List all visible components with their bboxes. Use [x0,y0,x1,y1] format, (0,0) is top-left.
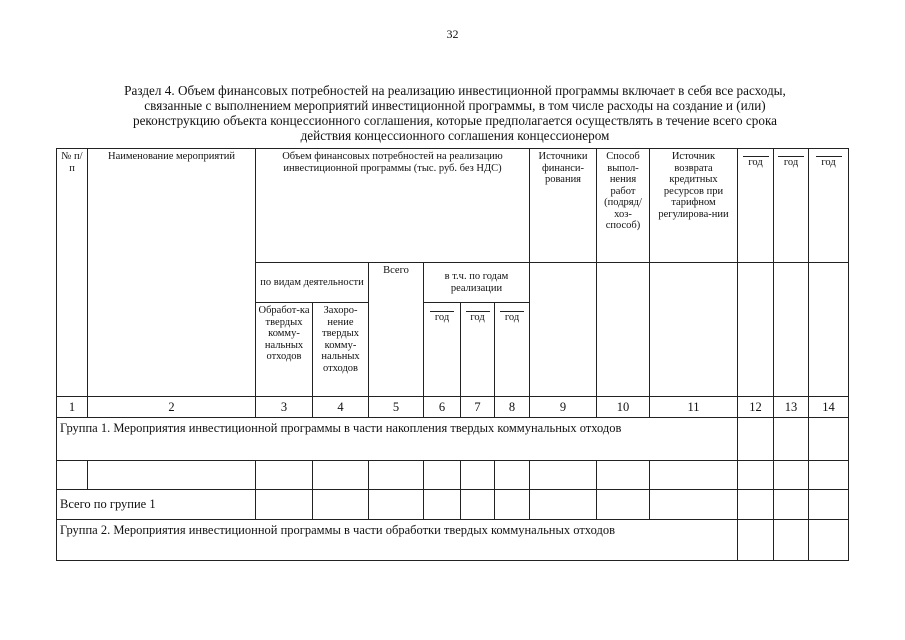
col-header-num: № п/п [57,149,88,397]
section-heading [60,83,850,143]
empty-cell [597,263,650,397]
year-label: год [434,312,450,323]
year-label: год [821,157,836,168]
column-number: 14 [809,397,849,418]
column-number: 2 [88,397,256,418]
col-header-method: Способ выпол-нения работ (подряд/ хоз-способ) [597,149,650,263]
empty-cell [809,263,849,397]
empty-cell [809,490,849,520]
col-header-year-6 [424,303,461,397]
column-numbers-row [57,397,849,418]
empty-cell [57,461,88,490]
empty-cell [530,263,597,397]
col-header-by-years: в т.ч. по годам реализации [424,263,530,303]
empty-cell [774,263,809,397]
empty-cell [256,461,313,490]
empty-cell [495,490,530,520]
heading-line-2: связанные с выполнением мероприятий инвестиционной программы, в том числе расходы на создание и (или) [144,98,766,113]
column-number: 3 [256,397,313,418]
col-header-name: Наименование мероприятий [88,149,256,397]
heading-line-1: Раздел 4. Объем финансовых потребностей на реализацию инвестиционной программы включает в себя все расходы, [124,83,786,98]
col-header-year-12 [738,149,774,263]
heading-line-3: реконструкцию объекта концессионного соглашения, которые предполагается осуществлять в течение всего срока [132,113,778,128]
column-number: 7 [461,397,495,418]
table-row [57,461,849,490]
empty-cell [774,490,809,520]
group-1-row [57,418,849,461]
group-1-total-label: Всего по групие 1 [57,490,256,520]
financial-needs-table [56,148,849,561]
column-number: 13 [774,397,809,418]
empty-cell [313,490,369,520]
empty-cell [424,490,461,520]
group-2-row [57,520,849,561]
empty-cell [88,461,256,490]
column-number: 8 [495,397,530,418]
col-header-sources: Источники финанси-рования [530,149,597,263]
column-number: 6 [424,397,461,418]
empty-cell [597,490,650,520]
col-header-year-8 [495,303,530,397]
empty-cell [738,418,774,461]
column-number: 4 [313,397,369,418]
empty-cell [461,461,495,490]
col-header-return-source: Источник возврата кредитных ресурсов при тарифном регулирова-нии [650,149,738,263]
heading-line-4: действия концессионного соглашения концессионером [300,128,610,143]
empty-cell [738,263,774,397]
empty-cell [650,490,738,520]
empty-cell [738,490,774,520]
empty-cell [424,461,461,490]
col-header-year-14 [809,149,849,263]
empty-cell [738,520,774,561]
empty-cell [774,418,809,461]
empty-cell [809,461,849,490]
col-header-by-activity: по видам деятельности [256,263,369,303]
column-number: 5 [369,397,424,418]
empty-cell [530,461,597,490]
empty-cell [461,490,495,520]
empty-cell [495,461,530,490]
group-1-total-row [57,490,849,520]
empty-cell [809,520,849,561]
group-2-title: Группа 2. Мероприятия инвестиционной программы в части обработки твердых коммунальных отходов [57,520,738,561]
page-number: 32 [446,27,459,41]
column-number: 1 [57,397,88,418]
empty-cell [369,490,424,520]
empty-cell [650,461,738,490]
col-header-burial: Захоро-нение твердых комму-нальных отходов [313,303,369,397]
empty-cell [369,461,424,490]
column-number: 12 [738,397,774,418]
empty-cell [256,490,313,520]
group-1-title: Группа 1. Мероприятия инвестиционной программы в части накопления твердых коммунальных отходов [57,418,738,461]
empty-cell [313,461,369,490]
empty-cell [809,418,849,461]
header-row-1 [57,149,849,263]
year-label: год [470,312,485,323]
empty-cell [650,263,738,397]
col-header-total: Всего [369,263,424,397]
col-header-volume: Объем финансовых потребностей на реализацию инвестиционной программы (тыс. руб. без НДС) [256,149,530,263]
col-header-processing: Обработ-ка твердых комму-нальных отходов [256,303,313,397]
col-header-year-13 [774,149,809,263]
empty-cell [774,520,809,561]
empty-cell [774,461,809,490]
year-label: год [504,312,520,323]
empty-cell [597,461,650,490]
column-number: 11 [650,397,738,418]
column-number: 9 [530,397,597,418]
col-header-year-7 [461,303,495,397]
empty-cell [530,490,597,520]
column-number: 10 [597,397,650,418]
year-label: год [748,157,763,168]
year-label: год [783,157,799,168]
empty-cell [738,461,774,490]
